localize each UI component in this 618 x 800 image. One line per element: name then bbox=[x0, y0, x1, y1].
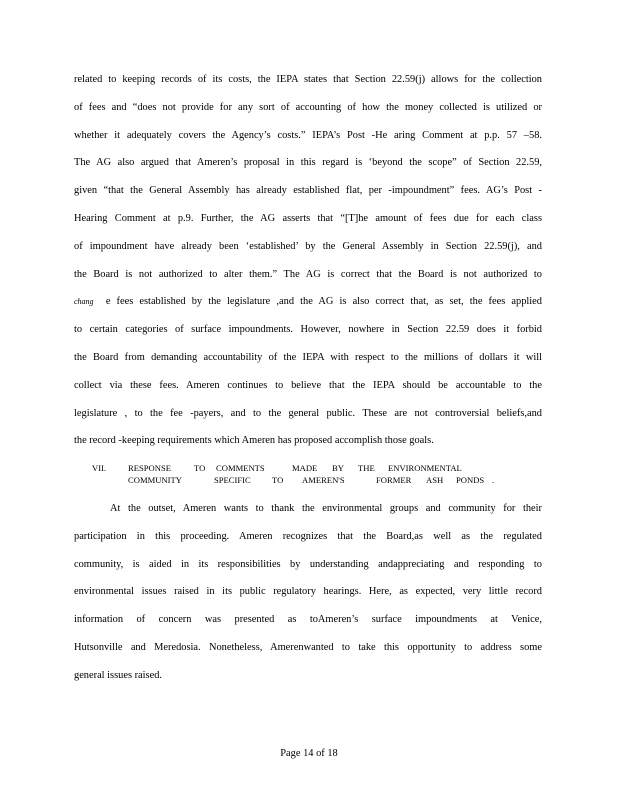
heading-word: SPECIFIC bbox=[214, 475, 251, 485]
text-line: the Board is not authorized to alter them.” The AG is correct that the Board is not authorized to bbox=[74, 268, 542, 280]
text-line: Hearing Comment at p.9. Further, the AG asserts that “[T]he amount of fees due for each class bbox=[74, 212, 542, 224]
line-prefix-fragment: chang bbox=[74, 297, 94, 307]
line-remainder: e fees established by the legislature ,and the AG is also correct that, as set, the fees applied bbox=[105, 296, 542, 308]
text-line: the Board from demanding accountability of the IEPA with respect to the millions of dollars it will bbox=[74, 351, 542, 363]
text-line: general issues raised. bbox=[74, 669, 163, 681]
section-heading-line-1 bbox=[128, 462, 462, 474]
heading-word: PONDS bbox=[456, 475, 485, 485]
heading-word: AMEREN'S bbox=[302, 475, 345, 485]
page-number-footer: Page 14 of 18 bbox=[280, 748, 338, 759]
heading-word: TO bbox=[194, 463, 206, 473]
text-line: legislature , to the fee -payers, and to the general public. These are not controversial beliefs,and bbox=[74, 407, 542, 419]
text-line: participation in this proceeding. Ameren recognizes that the Board,as well as the regulated bbox=[74, 530, 542, 542]
text-line: of fees and “does not provide for any sort of accounting of how the money collected is utilized or bbox=[74, 101, 542, 113]
paragraph-costs-accounting bbox=[74, 66, 542, 455]
heading-word: BY bbox=[332, 463, 344, 473]
paragraph-outset bbox=[74, 495, 542, 690]
text-line: to certain categories of surface impoundments. However, nowhere in Section 22.59 does it forbid bbox=[74, 324, 542, 336]
text-line: collect via these fees. Ameren continues to believe that the IEPA should be accountable to the bbox=[74, 379, 542, 391]
heading-word: TO bbox=[272, 475, 284, 485]
text-line: community, is aided in its responsibilities by understanding andappreciating and responding to bbox=[74, 558, 542, 570]
section-heading-line-2 bbox=[128, 474, 494, 486]
heading-word: RESPONSE bbox=[128, 463, 171, 473]
text-line: of impoundment have already been ‘established’ by the General Assembly in Section 22.59(j), and bbox=[74, 240, 542, 252]
heading-word: THE bbox=[358, 463, 375, 473]
text-line: At the outset, Ameren wants to thank the environmental groups and community for their bbox=[110, 503, 542, 514]
heading-word: ASH bbox=[426, 475, 444, 485]
text-line-with-prefix bbox=[74, 288, 542, 316]
heading-word: COMMUNITY bbox=[128, 475, 182, 485]
heading-word: . bbox=[492, 475, 495, 485]
text-line: information of concern was presented as toAmeren’s surface impoundments at Venice, bbox=[74, 614, 542, 626]
heading-word: ENVIRONMENTAL bbox=[388, 463, 462, 473]
text-line: The AG also argued that Ameren’s proposal in this regard is ‘beyond the scope” of Section 22.59, bbox=[74, 157, 542, 169]
text-line: related to keeping records of its costs, the IEPA states that Section 22.59(j) allows for the collection bbox=[74, 74, 542, 85]
text-line: Hutsonville and Meredosia. Nonetheless, Amerenwanted to take this opportunity to address some bbox=[74, 641, 542, 653]
text-line: the record -keeping requirements which Ameren has proposed accomplish those goals. bbox=[74, 435, 434, 447]
text-line: whether it adequately covers the Agency’s costs.” IEPA’s Post -He aring Comment at p.p. 57 –58. bbox=[74, 129, 542, 141]
section-number: VII. bbox=[92, 463, 107, 473]
heading-word: MADE bbox=[292, 463, 318, 473]
heading-word: COMMENTS bbox=[216, 463, 265, 473]
heading-word: FORMER bbox=[376, 475, 412, 485]
text-line: environmental issues raised in its public regulatory hearings. Here, as expected, very little record bbox=[74, 586, 542, 598]
text-line: given “that the General Assembly has already established flat, per -impoundment” fees. AG’s Post - bbox=[74, 185, 542, 197]
